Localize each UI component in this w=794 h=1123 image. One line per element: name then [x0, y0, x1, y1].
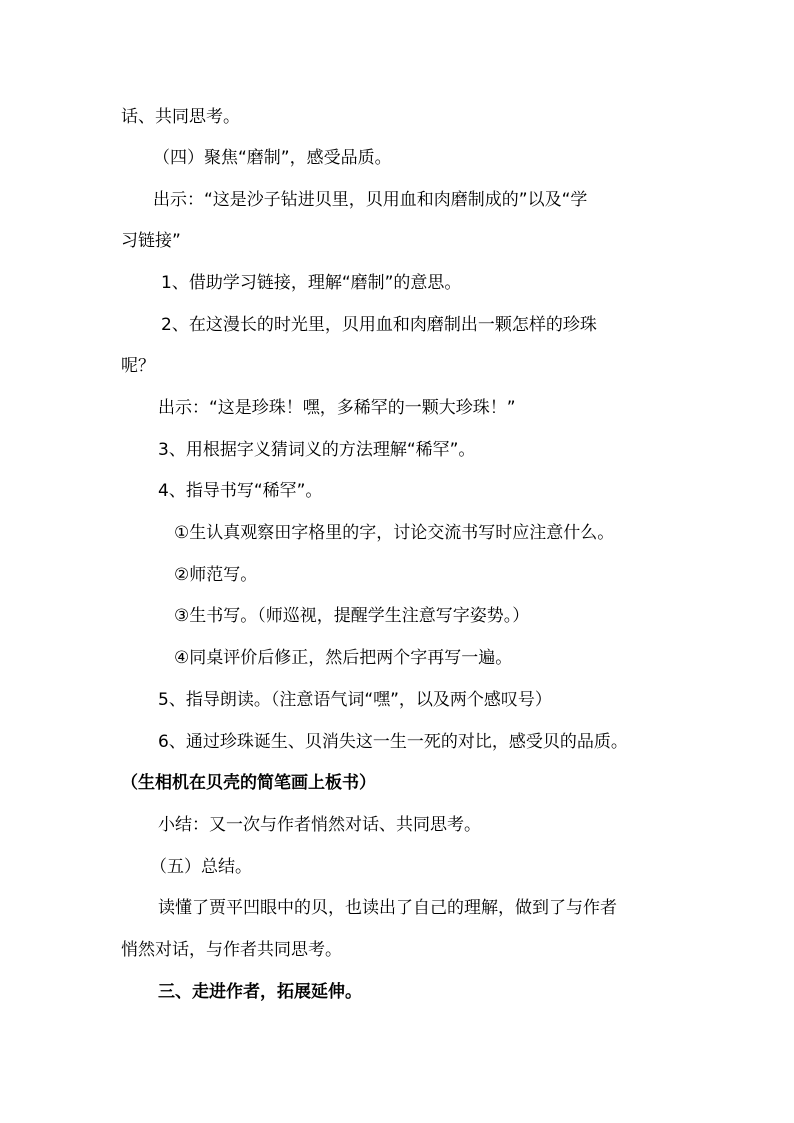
board-note: （生相机在贝壳的简笔画上板书）: [121, 773, 376, 793]
list-item: 3、用根据字义猜词义的方法理解“稀罕”。: [158, 440, 476, 460]
text-line: 读懂了贾平凹眼中的贝，也读出了自己的理解，做到了与作者: [158, 898, 617, 918]
text-line: 悄然对话，与作者共同思考。: [121, 940, 342, 960]
list-item: 2、在这漫长的时光里，贝用血和肉磨制出一颗怎样的珍珠: [161, 315, 597, 335]
text-line: 习链接”: [121, 231, 181, 251]
list-item: 1、借助学习链接，理解“磨制”的意思。: [161, 273, 462, 293]
sub-list-item: ①生认真观察田字格里的字，讨论交流书写时应注意什么。: [174, 523, 615, 543]
list-item: 5、指导朗读。（注意语气词“嘿”，以及两个感叹号）: [158, 690, 552, 710]
sub-list-item: ④同桌评价后修正，然后把两个字再写一遍。: [174, 648, 513, 668]
section-heading-3: 三、走进作者，拓展延伸。: [158, 982, 362, 1002]
summary-line: 小结：又一次与作者悄然对话、共同思考。: [158, 815, 481, 835]
section-heading-4: （四）聚焦“磨制”，感受品质。: [153, 148, 392, 168]
text-line: 出示：“这是沙子钻进贝里，贝用血和肉磨制成的”以及“学: [153, 190, 588, 210]
text-line: 话、共同思考。: [121, 107, 240, 127]
text-line: 出示：“这是珍珠！嘿，多稀罕的一颗大珍珠！”: [158, 398, 516, 418]
list-item: 6、通过珍珠诞生、贝消失这一生一死的对比，感受贝的品质。: [158, 732, 628, 752]
list-item: 4、指导书写“稀罕”。: [158, 481, 323, 501]
section-heading-5: （五）总结。: [150, 857, 252, 877]
text-line: 呢？: [121, 356, 155, 376]
sub-list-item: ③生书写。（师巡视，提醒学生注意写字姿势。）: [174, 606, 530, 626]
sub-list-item: ②师范写。: [174, 565, 258, 585]
